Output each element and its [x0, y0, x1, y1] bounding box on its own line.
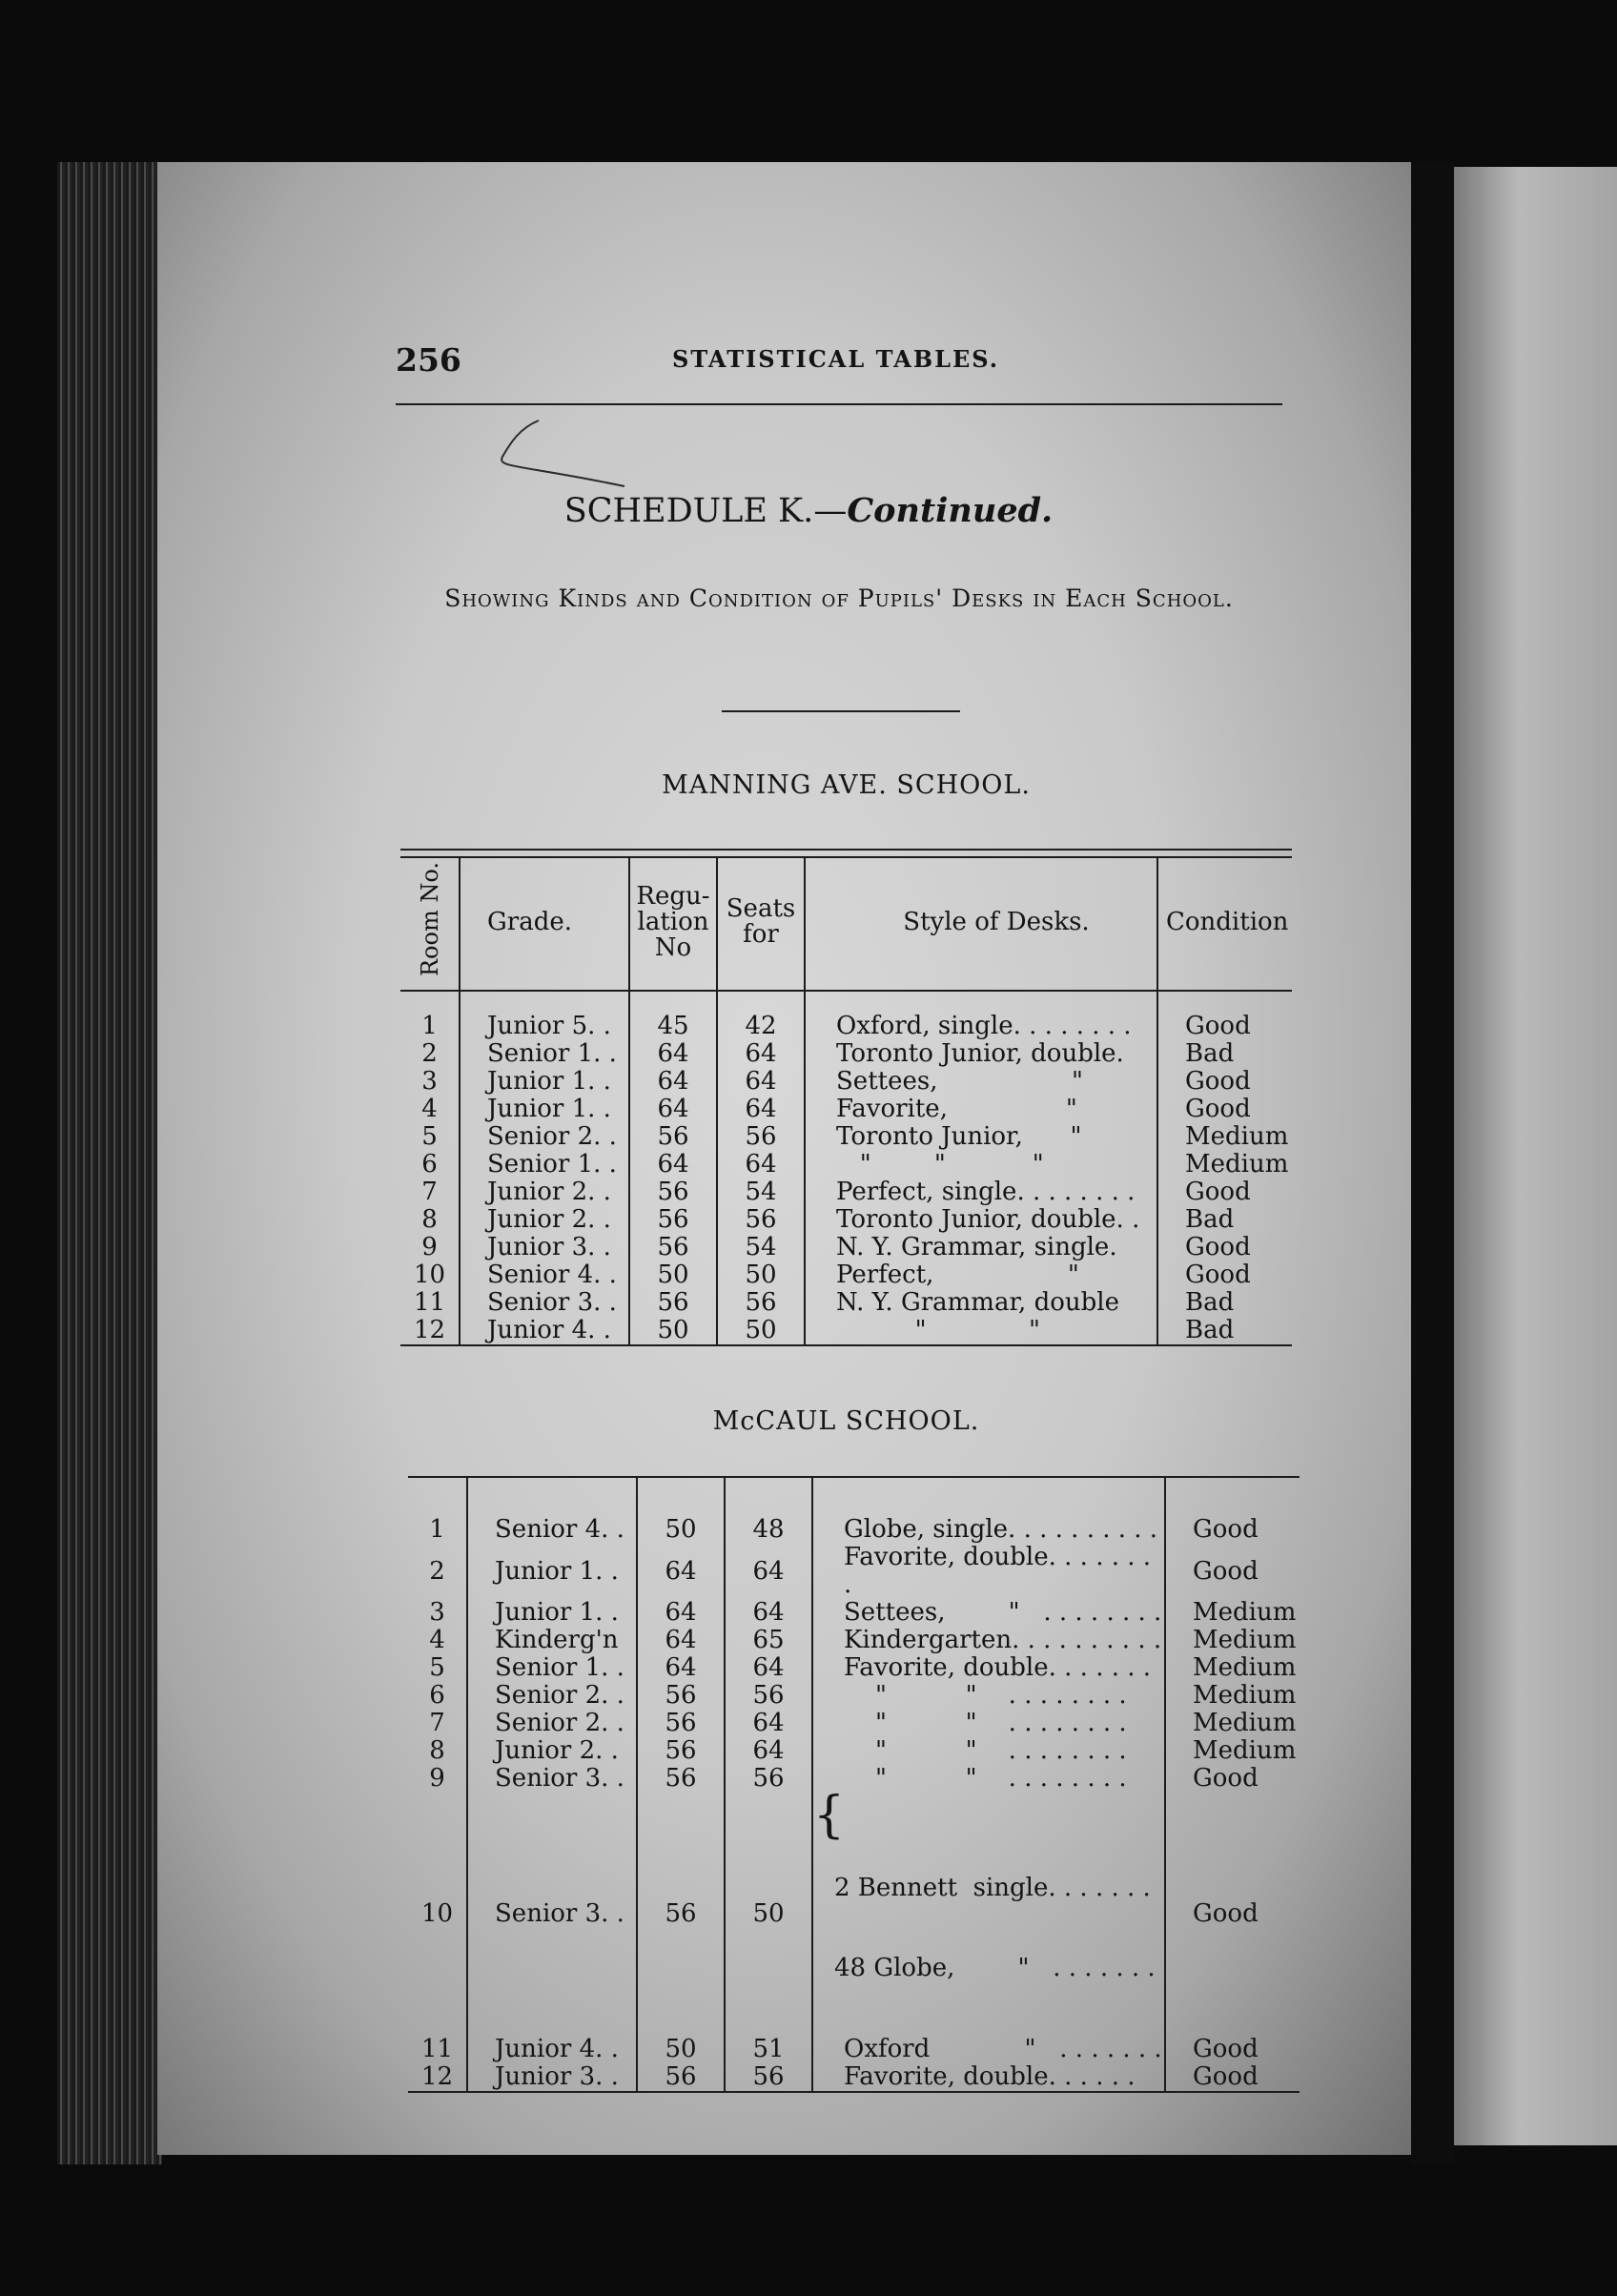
table-row: 4 Kinderg'n 64 65 Kindergarten. . . . . . . . . . Medium: [408, 1627, 1300, 1654]
schedule-continued: Continued.: [847, 491, 1054, 530]
brace-mark: {: [813, 1787, 846, 1844]
table-row: 11 Senior 3. . 56 56 N. Y. Grammar, double Bad: [400, 1289, 1292, 1317]
table-row: 7 Senior 2. . 56 64 " " . . . . . . . . Medium: [408, 1710, 1300, 1737]
col-regulation-header: Regu- lation No: [629, 856, 717, 991]
col-condition-header: Condition: [1157, 856, 1292, 991]
manning-header-row: [400, 856, 1292, 991]
mccaul-desks-table: [408, 1478, 1300, 2093]
schedule-dash: —: [813, 492, 848, 530]
book-page-edges: [57, 162, 162, 2164]
table-row: 5 Senior 1. . 64 64 Favorite, double. . . . . . . Medium: [408, 1654, 1300, 1682]
table-row: 1 Senior 4. . 50 48 Globe, single. . . . . . . . . . Good: [408, 1516, 1300, 1544]
pencil-mark: [481, 415, 634, 491]
table-row: 6 Senior 2. . 56 56 " " . . . . . . . . Medium: [408, 1682, 1300, 1710]
schedule-description: Showing Kinds and Condition of Pupils' Desks in Each School.: [444, 584, 1234, 612]
table-row: 12 Junior 4. . 50 50 " " Bad: [400, 1317, 1292, 1345]
col-room-header: Room No.: [400, 856, 460, 991]
table-row: 10 Senior 3. . 56 50 { 2 Bennett single. . . . . . . 48 Globe, " . . . . . . . Good: [408, 1793, 1300, 2036]
table-row: 7 Junior 2. . 56 54 Perfect, single. . . . . . . . Good: [400, 1179, 1292, 1206]
col-style-header: Style of Desks.: [805, 856, 1157, 991]
table-row: 10 Senior 4. . 50 50 Perfect, " Good: [400, 1261, 1292, 1289]
table-row: 8 Junior 2. . 56 64 " " . . . . . . . . Medium: [408, 1737, 1300, 1765]
style-line-a: 2 Bennett single. . . . . . .: [834, 1874, 1151, 1902]
page-number: 256: [396, 341, 461, 379]
style-braced-cell: [812, 1787, 1165, 2036]
table-row: 8 Junior 2. . 56 56 Toronto Junior, double. . Bad: [400, 1206, 1292, 1234]
manning-desks-table: [400, 856, 1292, 1346]
table-row: 3 Junior 1. . 64 64 Settees, " . . . . . . . . Medium: [408, 1599, 1300, 1627]
table-row: 6 Senior 1. . 64 64 " " " Medium: [400, 1151, 1292, 1179]
table-row: 11 Junior 4. . 50 51 Oxford " . . . . . . . Good: [408, 2036, 1300, 2063]
table-row: 4 Junior 1. . 64 64 Favorite, " Good: [400, 1096, 1292, 1123]
schedule-title-text: SCHEDULE K.: [563, 492, 814, 530]
facing-page-edge: [1454, 167, 1617, 2145]
table-row: 12 Junior 3. . 56 56 Favorite, double. . . . . . Good: [408, 2063, 1300, 2092]
table-row: 2 Senior 1. . 64 64 Toronto Junior, double. Bad: [400, 1040, 1292, 1068]
style-line-b: 48 Globe, " . . . . . . .: [834, 1954, 1156, 1982]
table-row: 2 Junior 1. . 64 64 Favorite, double. . . . . . . . Good: [408, 1544, 1300, 1599]
header-rule: [396, 403, 1282, 405]
table-row: 5 Senior 2. . 56 56 Toronto Junior, " Medium: [400, 1123, 1292, 1151]
table-row: 9 Senior 3. . 56 56 " " . . . . . . . . Good: [408, 1765, 1300, 1793]
col-grade-header: Grade.: [460, 856, 629, 991]
table-row: 1 Junior 5. . 45 42 Oxford, single. . . . . . . . Good: [400, 1013, 1292, 1040]
col-seats-header: Seats for: [717, 856, 805, 991]
mccaul-school-title: McCAUL SCHOOL.: [712, 1406, 980, 1436]
section-divider: [722, 710, 960, 712]
manning-school-title: MANNING AVE. SCHOOL.: [662, 770, 1031, 800]
book-gutter: [1411, 162, 1454, 2164]
schedule-title: [0, 491, 1617, 530]
running-title: STATISTICAL TABLES.: [672, 345, 1000, 373]
table-row: 3 Junior 1. . 64 64 Settees, " Good: [400, 1068, 1292, 1096]
table-row: 9 Junior 3. . 56 54 N. Y. Grammar, single. Good: [400, 1234, 1292, 1261]
